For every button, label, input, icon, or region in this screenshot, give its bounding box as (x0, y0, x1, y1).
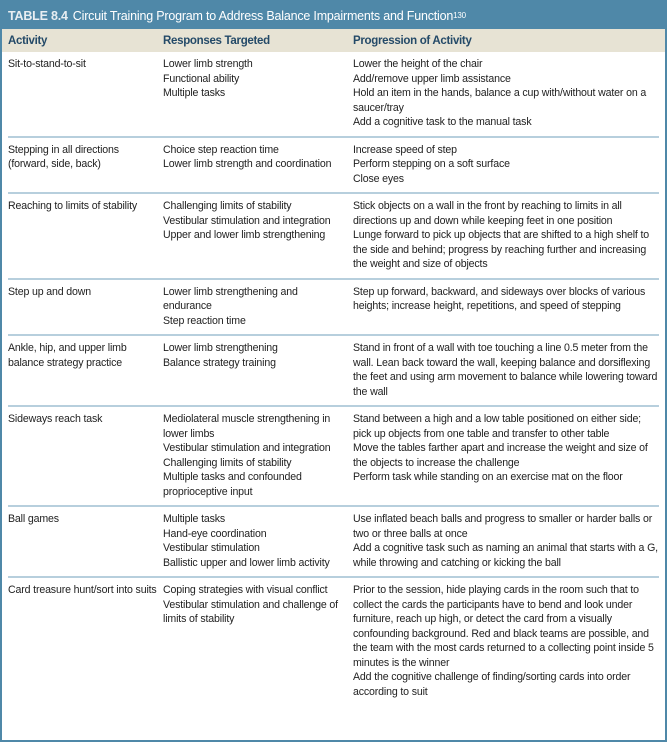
progression-cell (347, 336, 659, 405)
response-item: Multiple tasks (163, 87, 226, 99)
response-item: Challenging limits of stability (163, 456, 292, 469)
progression-cell (347, 280, 659, 335)
progression-item: Perform stepping on a soft surface (353, 158, 510, 170)
progression-cell (347, 138, 659, 193)
response-item: Upper and lower limb strengthening (163, 229, 326, 241)
progression-item: Stand in front of a wall with toe touching a line 0.5 meter from the wall. Lean back toward the wall, keeping balance and dorsiflexing the feet and using arm movement to balance while lowering toward the wall (353, 342, 658, 398)
progression-item: Add a cognitive task such as naming an animal that starts with a G, while throwing and catching or kicking the ball (353, 542, 658, 569)
table-row (8, 52, 659, 138)
activity-cell: Sideways reach task (8, 413, 103, 425)
responses-cell (157, 507, 347, 576)
column-header-responses: Responses Targeted (163, 34, 270, 47)
progression-item: Add the cognitive challenge of finding/sorting cards into order according to suit (353, 671, 631, 698)
table-row (8, 280, 659, 337)
activity-cell: Card treasure hunt/sort into suits (8, 584, 157, 596)
table-body (2, 52, 665, 705)
table-row (8, 336, 659, 407)
progression-item: Hold an item in the hands, balance a cup with/without water on a saucer/tray (353, 87, 647, 114)
progression-item: Lunge forward to pick up objects that are shifted to a high shelf to the side and behind; progress by reaching further and increasing the weight and size of objects (353, 229, 650, 270)
responses-cell (157, 280, 347, 335)
responses-cell (157, 578, 347, 705)
response-item: Mediolateral muscle strengthening in lower limbs (163, 413, 331, 440)
responses-cell (157, 407, 347, 505)
response-item: Ballistic upper and lower limb activity (163, 556, 330, 569)
progression-item: Increase speed of step (353, 143, 457, 156)
progression-cell (347, 407, 659, 505)
table-row (8, 194, 659, 280)
table-row (8, 407, 659, 507)
responses-cell (157, 138, 347, 193)
response-item: Lower limb strengthening (163, 342, 278, 354)
response-item: Vestibular stimulation (163, 542, 260, 554)
activity-cell: Sit-to-stand-to-sit (8, 58, 86, 70)
progression-item: Move the tables farther apart and increase the weight and size of the objects to increase the challenge (353, 442, 648, 469)
response-item: Step reaction time (163, 314, 246, 327)
response-item: Challenging limits of stability (163, 200, 292, 212)
response-item: Multiple tasks (163, 513, 226, 525)
activity-cell: Stepping in all directions (forward, side, back) (8, 143, 119, 170)
table-title-bar: TABLE 8.4 Circuit Training Program to Address Balance Impairments and Function 130 (2, 2, 665, 29)
progression-item: Stand between a high and a low table positioned on either side; pick up objects from one table and transfer to other table (353, 413, 641, 440)
activity-cell: Step up and down (8, 285, 92, 298)
responses-cell (157, 336, 347, 405)
progression-item: Prior to the session, hide playing cards in the room such that to collect the cards the participants have to bend and look under furniture, reach up high, or detect the card from a visually confounding background. Red and black teams are possible, and the team with the most cards returned to a collecting point inside 5 minutes is the winner (353, 584, 654, 669)
activity-cell: Ball games (8, 513, 59, 525)
progression-cell (347, 52, 659, 136)
activity-cell: Ankle, hip, and upper limb balance strategy practice (8, 342, 127, 369)
progression-item: Perform task while standing on an exercise mat on the floor (353, 471, 623, 483)
progression-item: Use inflated beach balls and progress to smaller or harder balls or two or three balls at once (353, 513, 653, 540)
table-header-row (2, 29, 665, 52)
column-header-progression: Progression of Activity (353, 34, 472, 47)
activity-cell: Reaching to limits of stability (8, 200, 138, 212)
progression-item: Add a cognitive task to the manual task (353, 116, 532, 128)
responses-cell (157, 52, 347, 136)
progression-cell (347, 507, 659, 576)
response-item: Multiple tasks and confounded proprioceptive input (163, 471, 302, 498)
table-row (8, 138, 659, 195)
progression-item: Step up forward, backward, and sideways over blocks of various heights; increase height, repetitions, and speed of stepping (353, 285, 646, 312)
response-item: Balance strategy training (163, 356, 276, 369)
progression-item: Add/remove upper limb assistance (353, 72, 511, 85)
response-item: Vestibular stimulation and integration (163, 442, 331, 454)
response-item: Lower limb strength (163, 58, 253, 70)
response-item: Lower limb strength and coordination (163, 158, 332, 170)
response-item: Hand-eye coordination (163, 527, 267, 540)
progression-item: Stick objects on a wall in the front by reaching to limits in all directions up and down while keeping feet in one position (353, 200, 622, 227)
table-row (8, 507, 659, 578)
table-label: TABLE 8.4 (8, 8, 68, 23)
progression-cell (347, 194, 659, 278)
table-title: Circuit Training Program to Address Balance Impairments and Function (72, 8, 454, 23)
response-item: Choice step reaction time (163, 143, 279, 156)
progression-cell (347, 578, 659, 705)
response-item: Coping strategies with visual conflict (163, 584, 328, 596)
progression-item: Close eyes (353, 172, 404, 185)
response-item: Functional ability (163, 72, 240, 85)
progression-item: Lower the height of the chair (353, 58, 483, 70)
table-row (8, 578, 659, 705)
responses-cell (157, 194, 347, 278)
column-header-activity: Activity (8, 34, 48, 47)
response-item: Vestibular stimulation and challenge of limits of stability (163, 598, 338, 625)
response-item: Lower limb strengthening and endurance (163, 285, 298, 312)
response-item: Vestibular stimulation and integration (163, 214, 331, 227)
